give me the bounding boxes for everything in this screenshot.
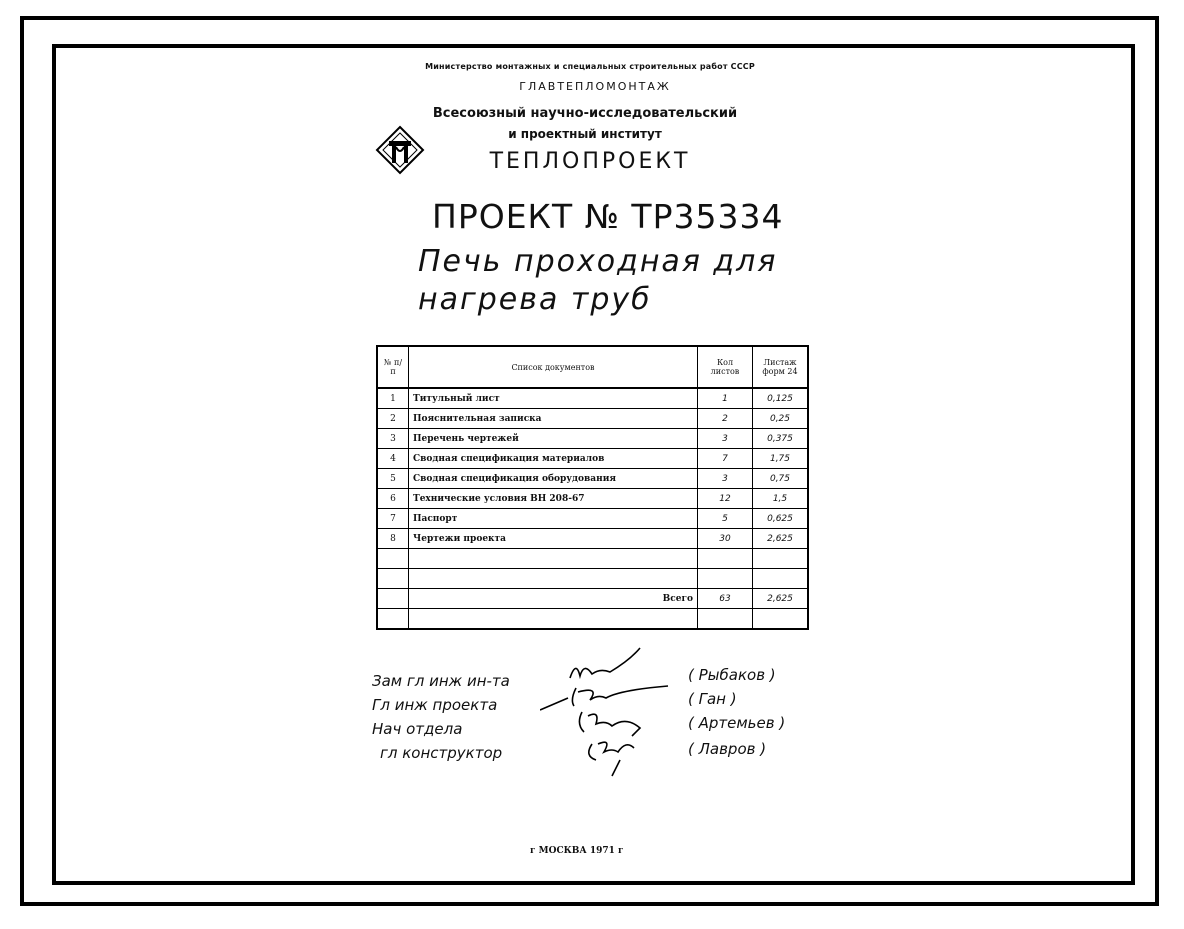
table-row-empty [377,569,808,589]
table-row [377,509,808,529]
handwritten-signatures [540,640,690,780]
total-sheets: 63 [698,589,753,609]
signature-position: гл конструктор [380,744,503,762]
row-format: 0,625 [753,509,809,529]
header-sheet-count: Кол листов [698,346,753,388]
total-format: 2,625 [753,589,809,609]
row-document: Паспорт [409,509,698,529]
row-sheets: 2 [698,409,753,429]
row-document: Технические условия ВН 208-67 [409,489,698,509]
row-document: Титульный лист [409,388,698,409]
table-row [377,469,808,489]
project-title-line-1: Печь проходная для [418,244,778,279]
header-document-list: Список документов [409,346,698,388]
table-row [377,429,808,449]
row-sheets: 7 [698,449,753,469]
signature-position: Гл инж проекта [372,696,498,714]
row-sheets: 3 [698,429,753,449]
row-sheets: 3 [698,469,753,489]
document-list-table [376,345,809,630]
row-format: 1,75 [753,449,809,469]
signature-name: ( Рыбаков ) [688,666,776,684]
signature-name: ( Артемьев ) [688,714,786,732]
row-format: 0,25 [753,409,809,429]
row-number: 8 [377,529,409,549]
row-document: Сводная спецификация материалов [409,449,698,469]
row-number: 5 [377,469,409,489]
table-row [377,529,808,549]
institute-line-2: и проектный институт [508,127,662,141]
project-number: ПРОЕКТ № ТР35334 [432,197,784,236]
table-total-row [377,589,808,609]
row-format: 0,125 [753,388,809,409]
row-number: 2 [377,409,409,429]
table-header-row [377,346,808,388]
row-sheets: 12 [698,489,753,509]
table-row-empty [377,549,808,569]
row-number: 1 [377,388,409,409]
row-sheets: 1 [698,388,753,409]
row-number: 7 [377,509,409,529]
row-document: Сводная спецификация оборудования [409,469,698,489]
table-row [377,388,808,409]
row-document: Перечень чертежей [409,429,698,449]
project-title-line-2: нагрева труб [418,282,652,317]
row-number: 4 [377,449,409,469]
row-format: 0,75 [753,469,809,489]
row-format: 0,375 [753,429,809,449]
signature-position: Зам гл инж ин-та [372,672,510,690]
total-label: Всего [409,589,698,609]
teploproekt-logo-icon [375,125,425,175]
row-document: Чертежи проекта [409,529,698,549]
signature-position: Нач отдела [372,720,463,738]
signature-name: ( Лавров ) [688,740,767,758]
row-number: 3 [377,429,409,449]
header-format-count: Листаж форм 24 [753,346,809,388]
institute-name: ТЕПЛОПРОЕКТ [489,149,691,174]
table-row-empty [377,609,808,630]
header-number: № п/п [377,346,409,388]
row-number: 6 [377,489,409,509]
signature-name: ( Ган ) [688,690,737,708]
row-document: Пояснительная записка [409,409,698,429]
institute-line-1: Всесоюзный научно-исследовательский [432,106,738,121]
row-sheets: 30 [698,529,753,549]
table-row [377,489,808,509]
row-sheets: 5 [698,509,753,529]
glavk-name: ГЛАВТЕПЛОМОНТАЖ [519,80,671,93]
row-format: 1,5 [753,489,809,509]
ministry-line: Министерство монтажных и специальных строительных работ СССР [425,62,755,71]
footer-city-year: г МОСКВА 1971 г [530,846,624,856]
table-row [377,409,808,429]
row-format: 2,625 [753,529,809,549]
table-row [377,449,808,469]
